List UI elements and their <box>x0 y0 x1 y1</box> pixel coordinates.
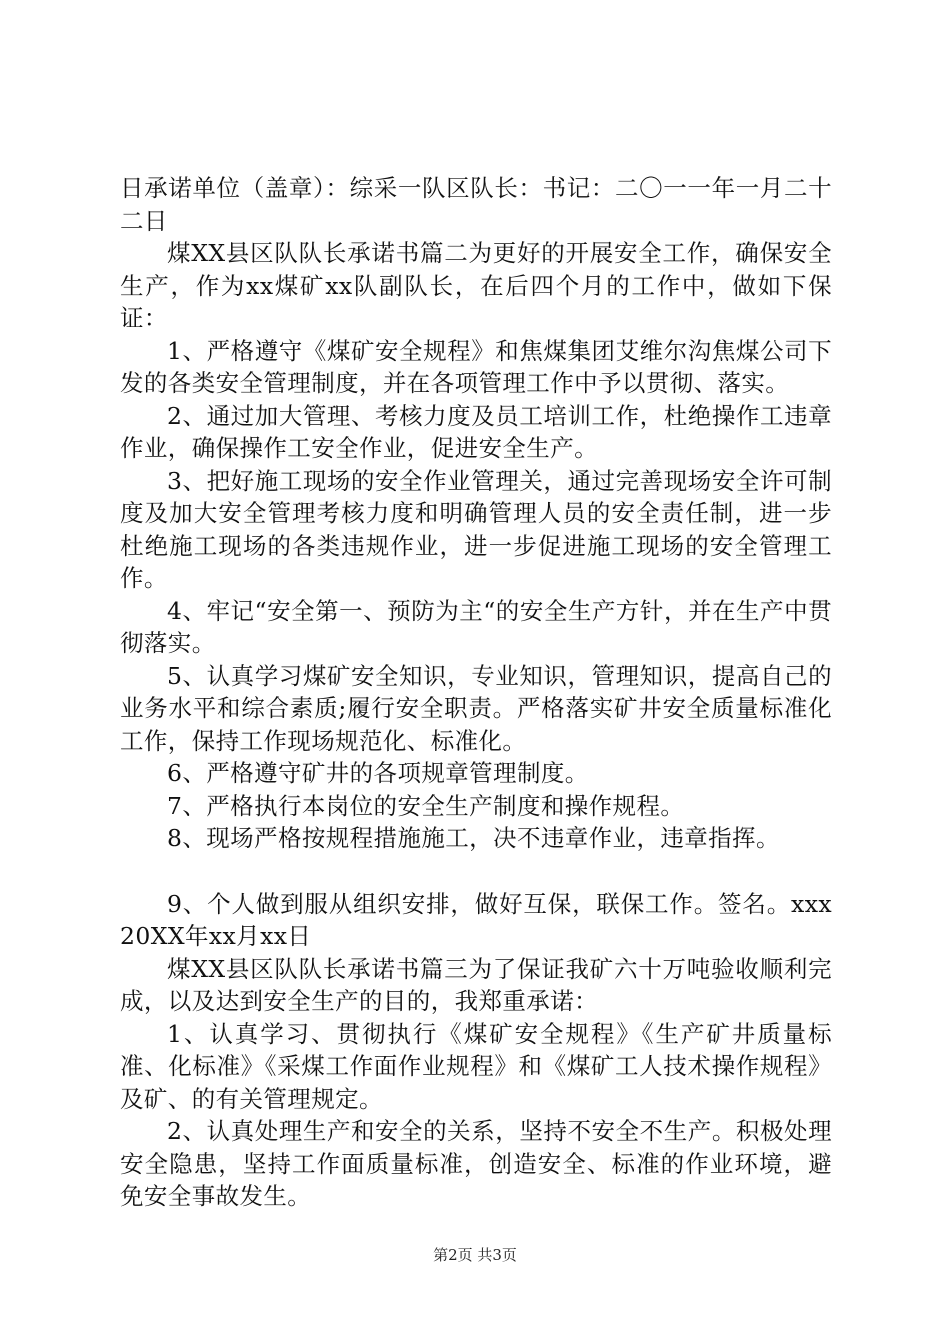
paragraph-pledge-three-intro: 煤XX县区队队长承诺书篇三为了保证我矿六十万吨验收顺利完成，以及达到安全生产的目的，我郑重承诺： <box>120 954 832 1015</box>
paragraph-pledge-two-intro: 煤XX县区队队长承诺书篇二为更好的开展安全工作，确保安全生产，作为xx煤矿xx队副队长，在后四个月的工作中，做如下保证： <box>120 239 832 332</box>
paragraph-gap <box>120 855 832 888</box>
paragraph-item-5: 5、认真学习煤矿安全知识，专业知识，管理知识，提高自己的业务水平和综合素质;履行安全职责。严格落实矿井安全质量标准化工作，保持工作现场规范化、标准化。 <box>120 661 832 755</box>
paragraph-item-1: 1、严格遵守《煤矿安全规程》和焦煤集团艾维尔沟焦煤公司下发的各类安全管理制度，并在各项管理工作中予以贯彻、落实。 <box>120 336 832 397</box>
paragraph-item-2: 2、通过加大管理、考核力度及员工培训工作，杜绝操作工违章作业，确保操作工安全作业，促进安全生产。 <box>120 401 832 462</box>
paragraph-item-6: 6、严格遵守矿井的各项规章管理制度。 <box>167 759 589 787</box>
document-body <box>120 172 832 1213</box>
page-number-footer: 第2页 共3页 <box>433 1246 517 1264</box>
paragraph-signature-line: 日承诺单位（盖章）：综采一队区队长：书记：二〇一一年一月二十二日 <box>120 174 832 235</box>
paragraph-item-8: 8、现场严格按规程措施施工，决不违章作业，违章指挥。 <box>167 824 780 852</box>
paragraph-pledge-three-item-2: 2、认真处理生产和安全的关系，坚持不安全不生产。积极处理安全隐患，坚持工作面质量标准，创造安全、标准的作业环境，避免安全事故发生。 <box>120 1117 832 1210</box>
paragraph-item-9-signature: 9、个人做到服从组织安排，做好互保，联保工作。签名。xxx20XX年xx月xx日 <box>120 889 832 950</box>
paragraph-item-7: 7、严格执行本岗位的安全生产制度和操作规程。 <box>167 791 685 820</box>
paragraph-pledge-three-item-1: 1、认真学习、贯彻执行《煤矿安全规程》《生产矿井质量标准、化标准》《采煤工作面作业规程》和《煤矿工人技术操作规程》及矿、的有关管理规定。 <box>120 1019 832 1113</box>
paragraph-item-4: 4、牢记“安全第一、预防为主“的安全生产方针，并在生产中贯彻落实。 <box>120 596 832 657</box>
paragraph-item-3: 3、把好施工现场的安全作业管理关，通过完善现场安全许可制度及加大安全管理考核力度和明确管理人员的安全责任制，进一步杜绝施工现场的各类违规作业，进一步促进施工现场的安全管理工作。 <box>120 466 832 592</box>
